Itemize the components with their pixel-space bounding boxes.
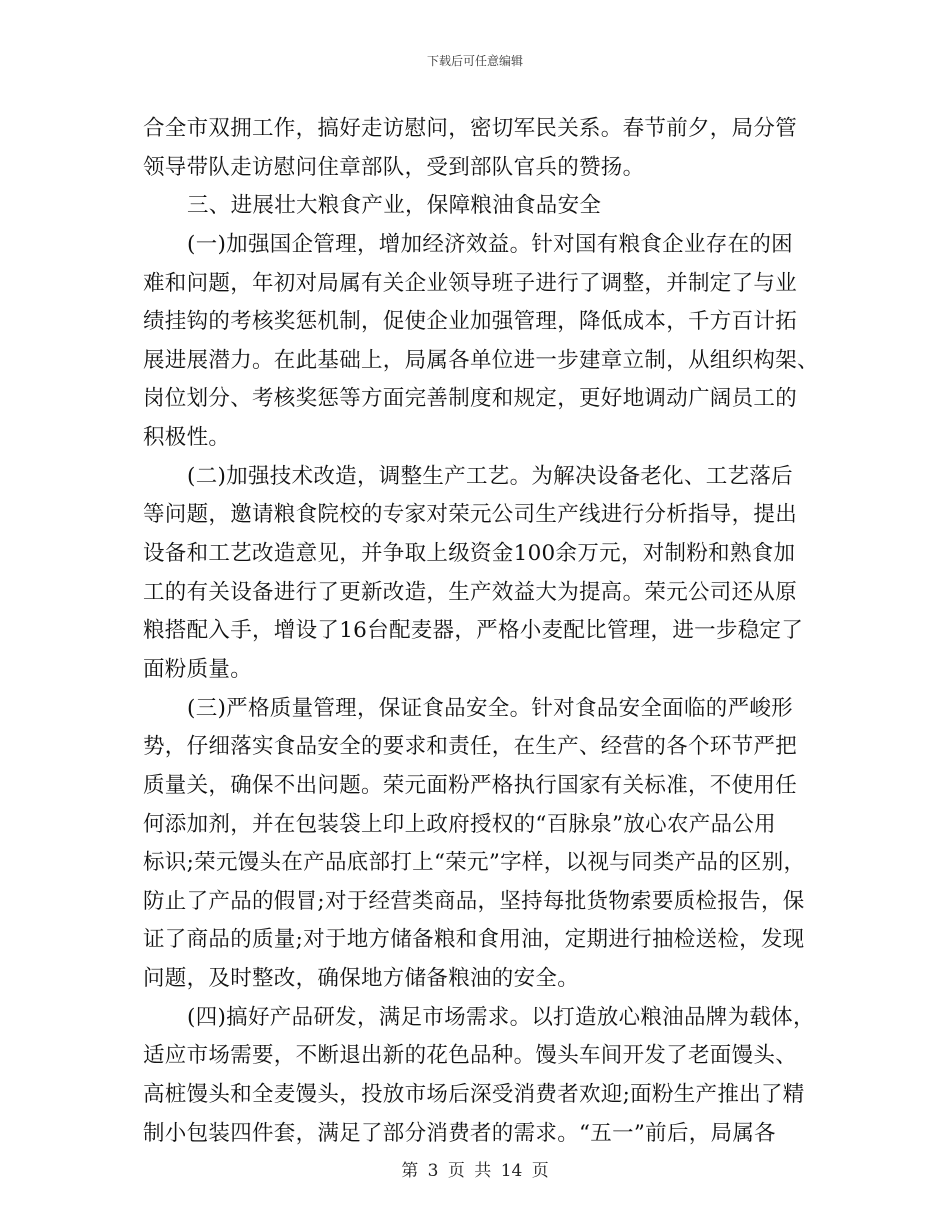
paragraph-start: (三)严格质量管理，保证食品安全。针对食品安全面临的严峻形 (187, 695, 793, 721)
text-line: 证了商品的质量;对于地方储备粮和食用油，定期进行抽检送检，发现 (143, 927, 805, 953)
text-line: 标识;荣元馒头在产品底部打上“荣元”字样，以视与同类产品的区别， (143, 850, 806, 876)
page-number: 第 3 页 共 14 页 (401, 1161, 549, 1181)
text-line: 绩挂钩的考核奖惩机制，促使企业加强管理，降低成本，千方百计拓 (143, 309, 798, 335)
text-line: 合全市双拥工作，搞好走访慰问，密切军民关系。春节前夕，局分管 (143, 116, 798, 141)
text-line: 难和问题，年初对局属有关企业领导班子进行了调整，并制定了与业 (143, 270, 798, 296)
text-line: 设备和工艺改造意见，并争取上级资金100余万元，对制粉和熟食加 (143, 541, 796, 567)
paragraph-start: (一)加强国企管理，增加经济效益。针对国有粮食企业存在的困 (187, 231, 793, 257)
text-line: 领导带队走访慰问住章部队，受到部队官兵的赞扬。 (143, 154, 645, 180)
text-line: 积极性。 (143, 425, 231, 451)
document-body (143, 110, 823, 1153)
text-line: 问题，及时整改，确保地方储备粮油的安全。 (143, 966, 580, 992)
text-line: 何添加剂，并在包装袋上印上政府授权的“百脉泉”放心农产品公用 (143, 811, 776, 837)
text-line: 粮搭配入手，增设了16台配麦器，严格小麦配比管理，进一步稳定了 (143, 618, 804, 644)
text-line: 质量关，确保不出问题。荣元面粉严格执行国家有关标准，不使用任 (143, 772, 798, 798)
text-line: 等问题，邀请粮食院校的专家对荣元公司生产线进行分析指导，提出 (143, 502, 798, 528)
page-header: 下载后可任意编辑 (426, 54, 523, 68)
text-line: 势，仔细落实食品安全的要求和责任，在生产、经营的各个环节严把 (143, 734, 798, 760)
paragraph-start: (二)加强技术改造，调整生产工艺。为解决设备老化、工艺落后 (187, 463, 793, 489)
text-line: 防止了产品的假冒;对于经营类商品，坚持每批货物索要质检报告，保 (143, 888, 805, 914)
text-line: 面粉质量。 (143, 656, 253, 682)
text-line: 制小包装四件套，满足了部分消费者的需求。“五一”前后，局属各 (143, 1120, 776, 1146)
paragraph-start: (四)搞好产品研发，满足市场需求。以打造放心粮油品牌为载体， (187, 1004, 815, 1030)
text-line: 工的有关设备进行了更新改造，生产效益大为提高。荣元公司还从原 (143, 579, 798, 605)
section-heading: 三、进展壮大粮食产业，保障粮油食品安全 (187, 193, 602, 219)
text-line: 高桩馒头和全麦馒头，投放市场后深受消费者欢迎;面粉生产推出了精 (143, 1082, 805, 1108)
text-line: 适应市场需要，不断退出新的花色品种。馒头车间开发了老面馒头、 (143, 1043, 798, 1069)
text-line: 展进展潜力。在此基础上，局属各单位进一步建章立制，从组织构架、 (143, 347, 819, 373)
text-line: 岗位划分、考核奖惩等方面完善制度和规定，更好地调动广阔员工的 (143, 386, 798, 412)
